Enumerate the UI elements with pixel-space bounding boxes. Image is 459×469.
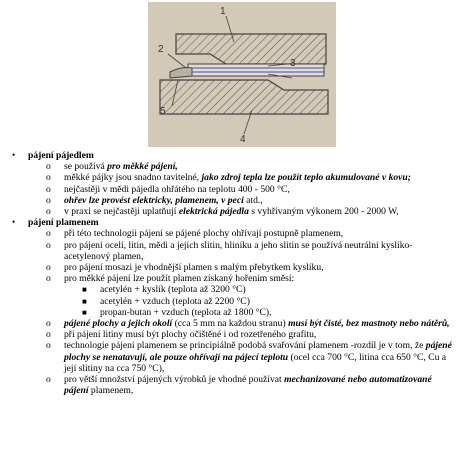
circle-bullet-icon: o [46, 273, 51, 285]
list-item: o ohřev lze provést elektricky, plamenem, v peci atd., [46, 194, 263, 206]
list-item: o nejčastěji v mědi pájedla ohřátého na teplotu 400 - 500 °C, [46, 183, 290, 195]
circle-bullet-icon: o [46, 329, 51, 341]
sub-list-item: ■ acetylén + kyslík (teplota až 3200 °C) [82, 284, 246, 296]
list-item: o pro pájení mosazi je vhodnější plamen s malým přebytkem kyslíku, [46, 262, 324, 274]
circle-bullet-icon: o [46, 194, 51, 206]
circle-bullet-icon: o [46, 172, 51, 184]
list-item: o při pájení litiny musí být plochy očištěné i od rozetřeného grafitu, [46, 329, 317, 341]
circle-bullet-icon: o [46, 183, 51, 195]
figure-label-5: 5 [160, 106, 166, 117]
square-bullet-icon: ■ [82, 307, 87, 317]
square-bullet-icon: ■ [82, 296, 87, 306]
circle-bullet-icon: o [46, 318, 51, 330]
list-item: o se používá pro měkké pájení, [46, 161, 178, 173]
list-item: o pro měkké pájení lze použít plamen získaný hořením směsí: [46, 273, 295, 285]
circle-bullet-icon: o [46, 228, 51, 240]
figure-label-1: 1 [220, 6, 226, 17]
circle-bullet-icon: o [46, 239, 51, 251]
section-flame-brazing [10, 217, 456, 228]
section-heading: pájení pájedlem [28, 150, 94, 161]
section-soldering-iron [10, 150, 456, 161]
list-item: o technologie pájení plamenem se principiálně podobá svařování plamenem -rozdíl je v tom, že pájené plochy se nenatavují, ale pouze ohřívají na pájecí teplotu (ocel cca 700 °C, litina cca 650 °C, Cu a její slitiny na cca 750 °C), [46, 340, 452, 374]
bullet-icon: • [12, 217, 16, 228]
bullet-icon: • [12, 150, 16, 160]
figure-label-4: 4 [240, 134, 246, 145]
circle-bullet-icon: o [46, 161, 51, 173]
solder-layer [188, 64, 324, 76]
circle-bullet-icon: o [46, 374, 51, 386]
figure-label-2: 2 [158, 44, 164, 55]
sub-list-item: ■ propan-butan + vzduch (teplota až 1800 °C), [82, 306, 272, 318]
sub-list-item: ■ acetylén + vzduch (teplota až 2200 °C) [82, 295, 250, 307]
list-item: o při této technologii pájení se pájené plochy ohřívají postupně plamenem, [46, 228, 344, 240]
square-bullet-icon: ■ [82, 285, 87, 295]
list-item: o pro větší množství pájených výrobků je vhodné používat mechanizované nebo automatizované pájení plamenem, [46, 374, 432, 397]
circle-bullet-icon: o [46, 340, 51, 352]
document-body [10, 150, 456, 396]
list-item: o v praxi se nejčastěji uplatňují elektrická pájedla s vyhřívaným výkonem 200 - 2000 W, [46, 206, 399, 218]
section-heading: pájení plamenem [28, 217, 99, 229]
circle-bullet-icon: o [46, 206, 51, 218]
brazed-joint-diagram [148, 2, 336, 147]
figure-label-3: 3 [290, 58, 296, 69]
circle-bullet-icon: o [46, 262, 51, 274]
list-item: o pájené plochy a jejich okolí (cca 5 mm na každou stranu) musí být čisté, bez mastnoty nebo nátěrů, [46, 318, 450, 330]
list-item: o pro pájení ocelí, litin, mědi a jejích slitin, hliníku a jeho slitin se používá neutrální kyslíko-acetylenový plamen, [46, 239, 413, 262]
list-item: o měkké pájky jsou snadno tavitelné, jako zdroj tepla lze použít teplo akumulované v kovu; [46, 172, 411, 184]
